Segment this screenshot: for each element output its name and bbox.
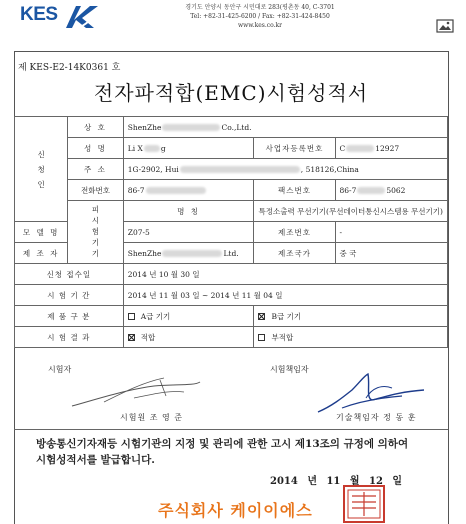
redacted-blur bbox=[346, 145, 374, 152]
company-seal-icon bbox=[342, 484, 386, 523]
issue-date: 2014 년 11 월 12 일 bbox=[270, 476, 403, 487]
logo-text: KES bbox=[20, 4, 58, 25]
table-row bbox=[15, 285, 448, 306]
business-reg-end: 12927 bbox=[375, 143, 400, 153]
redacted-blur bbox=[357, 187, 385, 194]
manufacturer-end: Ltd. bbox=[223, 248, 239, 258]
manufacturer-start: ShenZhe bbox=[127, 248, 162, 258]
redacted-blur bbox=[146, 187, 206, 194]
fax-label: 팩스번호 bbox=[254, 180, 335, 201]
business-reg-label: 사업자등록번호 bbox=[254, 138, 335, 159]
address-line-2: Tel: +82-31-425-6200 / Fax: +82-31-424-8450 bbox=[190, 13, 330, 20]
address-line-1: 경기도 안양시 동안구 시민대로 283(평촌동 40, C-3701 bbox=[185, 4, 335, 11]
serial-value: - bbox=[335, 222, 448, 243]
tester-name: 시험원 조 영 준 bbox=[120, 413, 183, 422]
test-period-value: 2014 년 11 월 03 일 ~ 2014 년 11 월 04 일 bbox=[123, 285, 447, 306]
manufacturer-label: 제 조 자 bbox=[15, 243, 68, 264]
company-name: 주식회사 케이이에스 bbox=[158, 501, 313, 520]
table-row bbox=[15, 306, 448, 327]
statement-line-2: 시험성적서를 발급합니다. bbox=[36, 454, 155, 466]
class-a-checkbox bbox=[128, 313, 135, 320]
pass-text: 적합 bbox=[140, 332, 156, 342]
document-title: 전자파적합(EMC)시험성적서 bbox=[93, 81, 369, 105]
company-name-value bbox=[123, 117, 447, 138]
redacted-blur bbox=[162, 124, 220, 131]
representative-end: g bbox=[160, 143, 166, 153]
model-label: 모 델 명 bbox=[15, 222, 68, 243]
class-b-text: B급 기기 bbox=[271, 311, 302, 321]
address-start: 1G-2902, Hui bbox=[127, 164, 179, 174]
country-value: 중 국 bbox=[335, 243, 448, 264]
manager-label: 시험책임자 bbox=[270, 365, 309, 374]
phone-value bbox=[123, 180, 254, 201]
manufacturer-value bbox=[123, 243, 254, 264]
fax-value bbox=[335, 180, 448, 201]
equipment-name-value: 특정소출력 무선기기(무선데이터통신시스템용 무선기기) bbox=[254, 201, 448, 222]
equipment-group-text: 피시험기기 bbox=[91, 204, 100, 258]
received-date-value: 2014 년 10 월 30 일 bbox=[123, 264, 447, 285]
country-label: 제조국가 bbox=[254, 243, 335, 264]
table-row bbox=[15, 264, 448, 285]
class-b-checkbox bbox=[258, 313, 265, 320]
result-fail-option bbox=[254, 327, 448, 348]
equipment-group-label bbox=[68, 201, 124, 264]
applicant-group-text: 신청인 bbox=[37, 149, 45, 189]
pass-checkbox bbox=[128, 334, 135, 341]
image-icon[interactable] bbox=[430, 14, 460, 40]
representative-value bbox=[123, 138, 254, 159]
result-pass-option bbox=[123, 327, 254, 348]
table-row bbox=[15, 180, 448, 201]
tester-signature-icon bbox=[64, 372, 204, 412]
table-row bbox=[15, 159, 448, 180]
address-line-3: www.kes.co.kr bbox=[237, 22, 283, 29]
statement-text bbox=[36, 436, 446, 468]
class-b-option bbox=[254, 306, 448, 327]
product-class-label: 제 품 구 분 bbox=[15, 306, 124, 327]
representative-label: 성 명 bbox=[68, 138, 124, 159]
class-a-text: A급 기기 bbox=[140, 311, 171, 321]
manager-name: 기술책임자 정 동 훈 bbox=[336, 413, 417, 422]
kes-logo-mark-icon bbox=[64, 4, 102, 30]
fail-checkbox bbox=[258, 334, 265, 341]
redacted-blur bbox=[180, 166, 300, 173]
company-name-start: ShenZhe bbox=[127, 122, 162, 132]
applicant-group-label bbox=[15, 117, 68, 222]
statement-line-1: 방송통신기자재등 시험기관의 지정 및 관리에 관한 고시 제13조의 규정에 의하여 bbox=[36, 438, 409, 450]
table-row bbox=[15, 201, 448, 222]
test-period-label: 시 험 기 간 bbox=[15, 285, 124, 306]
address-label: 주 소 bbox=[68, 159, 124, 180]
representative-start: Li X bbox=[127, 143, 143, 153]
table-row bbox=[15, 138, 448, 159]
fax-end: 5062 bbox=[386, 185, 406, 195]
model-value: Z07-5 bbox=[123, 222, 254, 243]
redacted-blur bbox=[144, 145, 160, 152]
certificate-form-table bbox=[14, 116, 448, 348]
address-value bbox=[123, 159, 447, 180]
serial-label: 제조번호 bbox=[254, 222, 335, 243]
redacted-blur bbox=[162, 250, 222, 257]
table-row bbox=[15, 117, 448, 138]
manager-signature-icon bbox=[312, 368, 428, 418]
fail-text: 부적합 bbox=[271, 332, 294, 342]
kes-logo bbox=[20, 4, 104, 30]
company-name-end: Co.,Ltd. bbox=[221, 122, 252, 132]
class-a-option bbox=[123, 306, 254, 327]
business-reg-value bbox=[335, 138, 448, 159]
fax-start: 86-7 bbox=[339, 185, 357, 195]
company-name-label: 상 호 bbox=[68, 117, 124, 138]
document-number: 제 KES-E2-14K0361 호 bbox=[18, 63, 121, 73]
address-end: , 518126,China bbox=[300, 164, 359, 174]
phone-label: 전화번호 bbox=[68, 180, 124, 201]
table-row bbox=[15, 327, 448, 348]
phone-start: 86-7 bbox=[127, 185, 145, 195]
tester-label: 시험자 bbox=[48, 365, 72, 374]
received-date-label: 신청 접수일 bbox=[15, 264, 124, 285]
equipment-name-label: 명 칭 bbox=[123, 201, 254, 222]
test-result-label: 시 험 결 과 bbox=[15, 327, 124, 348]
business-reg-start: C bbox=[339, 143, 346, 153]
